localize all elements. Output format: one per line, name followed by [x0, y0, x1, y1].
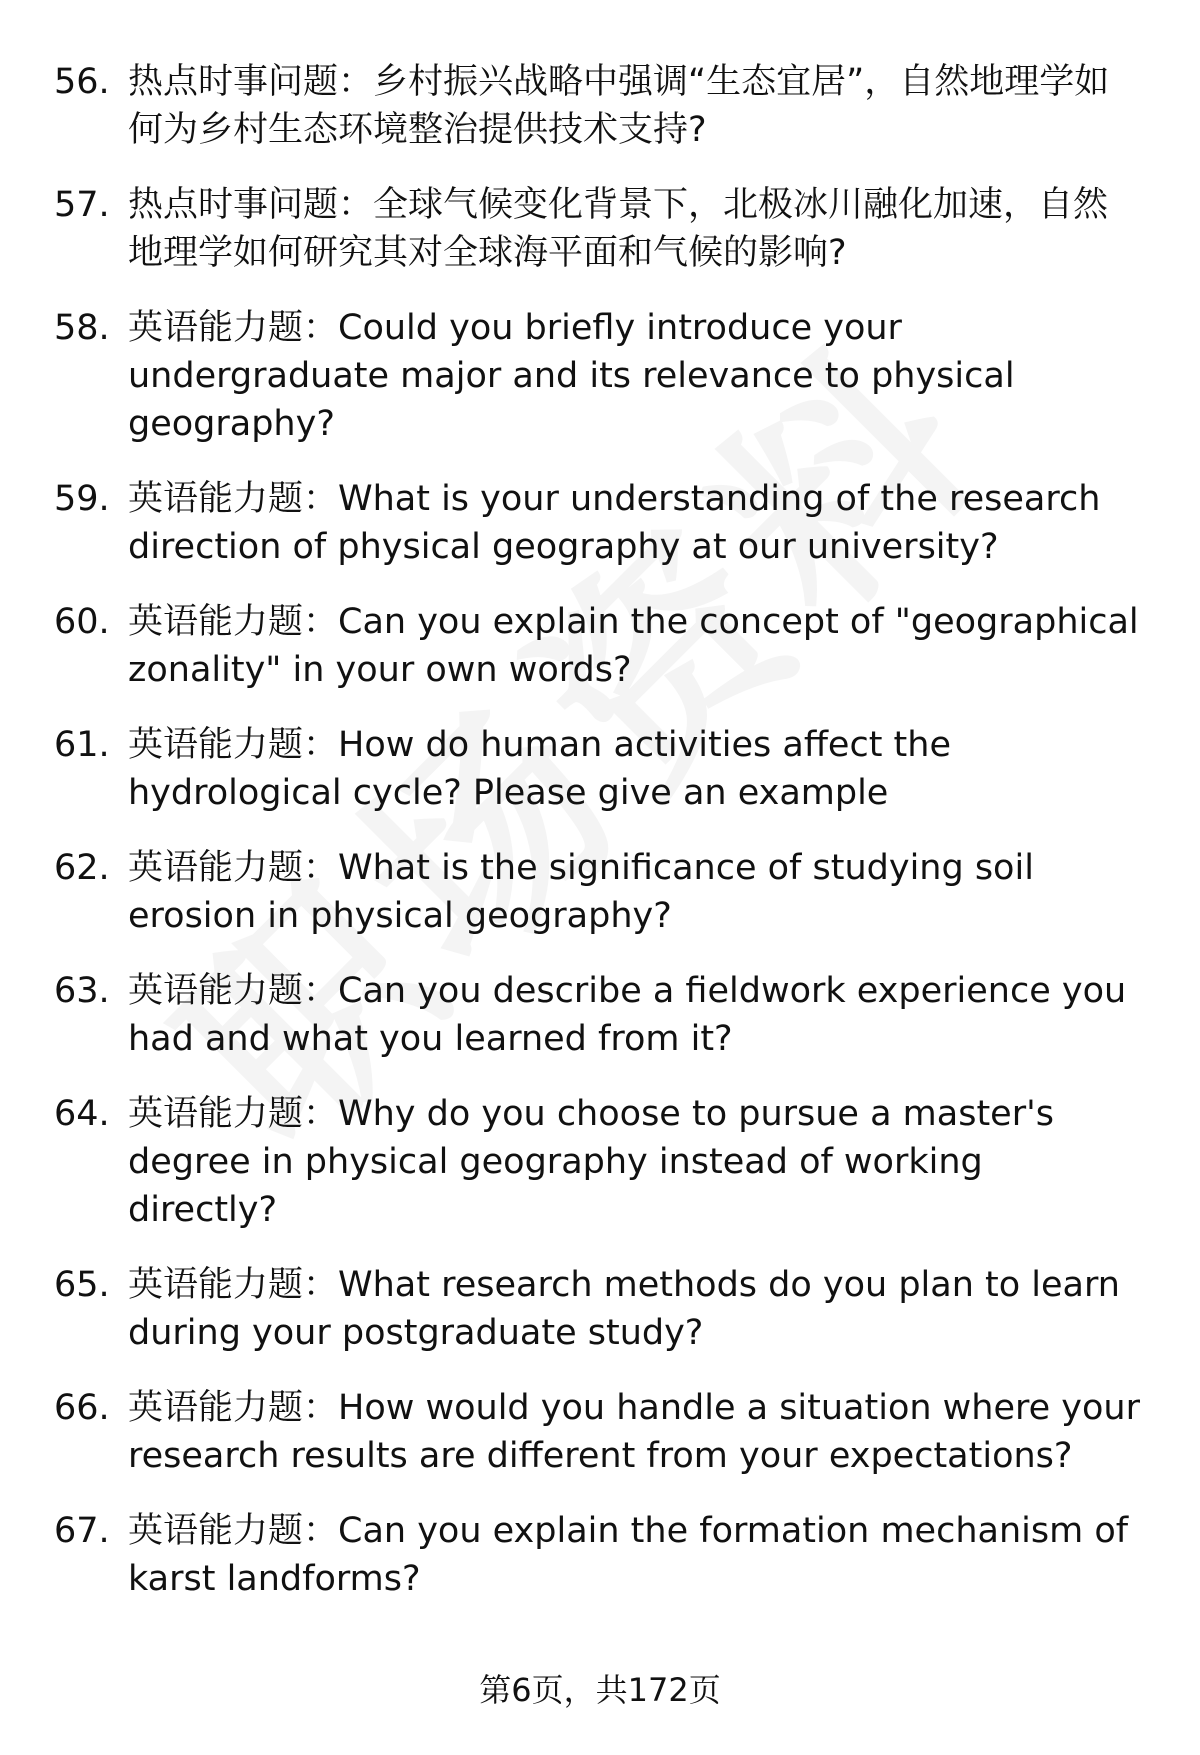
question-item [0, 1261, 1200, 1357]
question-text: 英语能力题：How would you handle a situation where your research results are different from your expectations? [128, 1388, 1140, 1476]
question-number: 63. [54, 971, 110, 1011]
question-item [0, 1507, 1200, 1603]
question-text: 英语能力题：How do human activities affect the hydrological cycle? Please give an example [128, 725, 951, 813]
question-number: 59. [54, 479, 110, 519]
question-item [0, 475, 1200, 571]
question-text: 英语能力题：What is the significance of studying soil erosion in physical geography? [128, 848, 1034, 936]
question-text: 英语能力题：What is your understanding of the research direction of physical geography at our university? [128, 479, 1101, 567]
question-text: 英语能力题：Can you describe a fieldwork experience you had and what you learned from it? [128, 971, 1127, 1059]
question-item [0, 721, 1200, 817]
question-number: 61. [54, 725, 110, 765]
question-list [0, 58, 1200, 1630]
question-text: 英语能力题：What research methods do you plan to learn during your postgraduate study? [128, 1265, 1120, 1353]
question-number: 67. [54, 1511, 110, 1551]
question-text: 英语能力题：Can you explain the concept of "geographical zonality" in your own words? [128, 602, 1139, 690]
question-item [0, 967, 1200, 1063]
question-number: 66. [54, 1388, 110, 1428]
question-item [0, 58, 1200, 154]
question-text: 英语能力题：Could you briefly introduce your undergraduate major and its relevance to physical geography? [128, 308, 1015, 444]
question-text: 英语能力题：Can you explain the formation mechanism of karst landforms? [128, 1511, 1129, 1599]
question-number: 56. [54, 62, 110, 102]
question-number: 65. [54, 1265, 110, 1305]
question-number: 58. [54, 308, 110, 348]
question-item [0, 598, 1200, 694]
question-item [0, 181, 1200, 277]
question-text: 热点时事问题：全球气候变化背景下，北极冰川融化加速，自然地理学如何研究其对全球海平面和气候的影响? [128, 185, 1109, 273]
question-number: 57. [54, 185, 110, 225]
question-item [0, 844, 1200, 940]
question-number: 64. [54, 1094, 110, 1134]
question-item [0, 304, 1200, 448]
question-item [0, 1384, 1200, 1480]
question-item [0, 1090, 1200, 1234]
question-number: 60. [54, 602, 110, 642]
question-text: 英语能力题：Why do you choose to pursue a master's degree in physical geography instead of working directly? [128, 1094, 1054, 1230]
page-footer [0, 1668, 1200, 1712]
question-text: 热点时事问题：乡村振兴战略中强调“生态宜居”，自然地理学如何为乡村生态环境整治提供技术支持? [128, 62, 1110, 150]
page-number-label: 第6页，共172页 [479, 1671, 721, 1709]
question-number: 62. [54, 848, 110, 888]
